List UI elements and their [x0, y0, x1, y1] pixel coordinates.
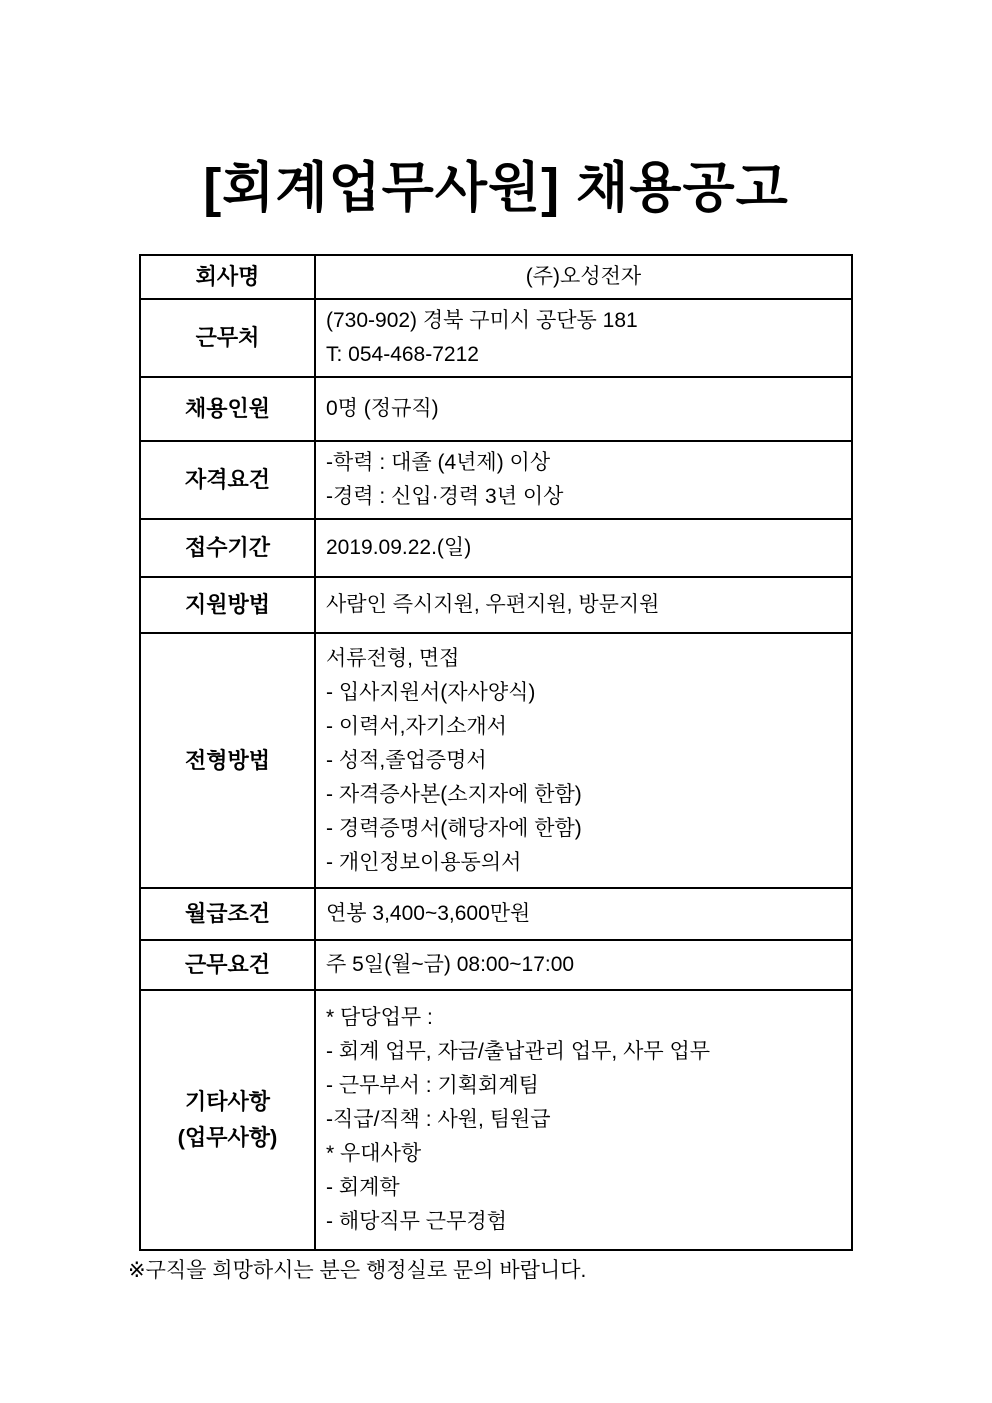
label-line: 근무요건 [184, 952, 270, 977]
label-line: 채용인원 [184, 396, 270, 421]
value-line: 서류전형, 면접 [326, 646, 460, 670]
row-value [315, 577, 852, 633]
value-line: - 해당직무 근무경험 [326, 1210, 507, 1233]
row-label [140, 299, 315, 377]
table-row [140, 940, 852, 990]
value-line: T: 054-468-7212 [326, 343, 479, 366]
row-value [315, 940, 852, 990]
label-line: 기타사항 [184, 1089, 270, 1114]
row-value [315, 990, 852, 1250]
value-line: - 입사지원서(자사양식) [326, 680, 536, 704]
row-label [140, 888, 315, 940]
row-label [140, 577, 315, 633]
table-row [140, 255, 852, 299]
value-line: - 회계 업무, 자금/출납관리 업무, 사무 업무 [326, 1040, 711, 1063]
row-label [140, 377, 315, 441]
value-line: - 경력증명서(해당자에 한함) [326, 816, 582, 840]
row-value [315, 377, 852, 441]
label-line: 지원방법 [184, 592, 270, 617]
row-label [140, 990, 315, 1250]
table-row [140, 441, 852, 519]
value-line: 사람인 즉시지원, 우편지원, 방문지원 [326, 593, 660, 616]
value-line: - 회계학 [326, 1176, 400, 1199]
value-line: * 우대사항 [326, 1142, 422, 1165]
value-line: - 개인정보이용동의서 [326, 850, 522, 874]
row-label [140, 441, 315, 519]
label-line: 월급조건 [184, 901, 270, 926]
value-line: 2019.09.22.(일) [326, 536, 472, 559]
value-line: - 자격증사본(소지자에 한함) [326, 782, 582, 806]
value-line: - 성적,졸업증명서 [326, 748, 487, 772]
row-label [140, 255, 315, 299]
table-row [140, 577, 852, 633]
row-label [140, 633, 315, 888]
job-details-table [139, 254, 853, 1251]
table-row [140, 299, 852, 377]
row-value [315, 441, 852, 519]
value-line: 주 5일(월~금) 08:00~17:00 [326, 953, 575, 976]
label-line: (업무사항) [177, 1125, 278, 1150]
value-line: 연봉 3,400~3,600만원 [326, 902, 531, 925]
label-line: 회사명 [195, 264, 260, 289]
value-line: - 이력서,자기소개서 [326, 714, 507, 738]
label-line: 접수기간 [184, 535, 270, 560]
table-row [140, 888, 852, 940]
value-line: 0명 (정규직) [326, 397, 439, 420]
value-line: -직급/직책 : 사원, 팀원급 [326, 1108, 551, 1131]
label-line: 자격요건 [184, 467, 270, 492]
row-value [315, 299, 852, 377]
row-label [140, 519, 315, 577]
value-line: * 담당업무 : [326, 1006, 433, 1029]
job-table-rows [140, 255, 852, 1250]
value-line: -학력 : 대졸 (4년제) 이상 [326, 451, 551, 474]
table-row [140, 633, 852, 888]
value-line: (730-902) 경북 구미시 공단동 181 [326, 309, 638, 332]
table-row [140, 377, 852, 441]
label-line: 전형방법 [184, 747, 270, 773]
row-value [315, 633, 852, 888]
label-line: 근무처 [195, 325, 260, 350]
table-row [140, 990, 852, 1250]
value-line: - 근무부서 : 기획회계팀 [326, 1074, 539, 1097]
value-line: (주)오성전자 [525, 265, 642, 288]
page-title: [회계업무사원] 채용공고 [203, 158, 789, 218]
row-value [315, 255, 852, 299]
row-value [315, 888, 852, 940]
row-value [315, 519, 852, 577]
footer-note: ※구직을 희망하시는 분은 행정실로 문의 바랍니다. [128, 1259, 587, 1282]
table-row [140, 519, 852, 577]
value-line: -경력 : 신입·경력 3년 이상 [326, 485, 564, 508]
row-label [140, 940, 315, 990]
